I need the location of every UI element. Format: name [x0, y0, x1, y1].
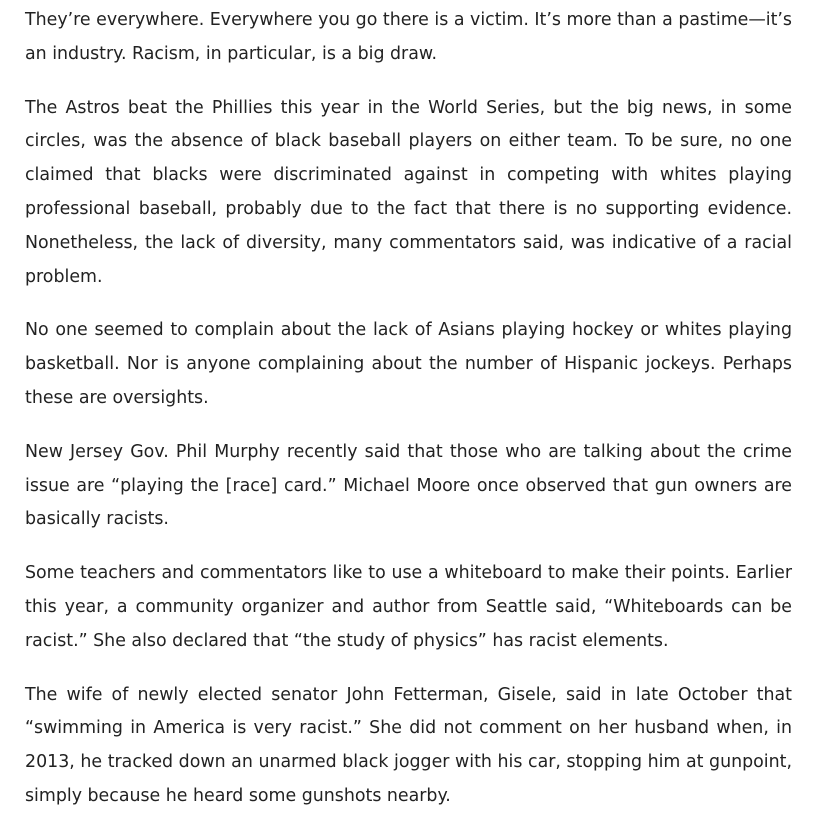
- paragraph-oversights: No one seemed to complain about the lack of Asians playing hockey or whites playing basketball. Nor is anyone complaining about the number of Hispanic jockeys. Perhaps these are oversights.: [25, 320, 792, 408]
- paragraph-murphy: New Jersey Gov. Phil Murphy recently said that those who are talking about the crime issue are “playing the [race] card.” Michael Moore once observed that gun owners are basically racists.: [25, 441, 792, 530]
- paragraph-whiteboards: Some teachers and commentators like to use a whiteboard to make their points. Earlier this year, a community organizer and author from Seattle said, “Whiteboards can be racist.” She also declared that “the study of physics” has racist elements.: [25, 563, 792, 651]
- paragraph-world-series: The Astros beat the Phillies this year in the World Series, but the big news, in some circles, was the absence of black baseball players on either team. To be sure, no one claimed that blacks were discriminated against in competing with whites playing professional baseball, probably due to the fact that there is no supporting evidence. Nonetheless, the lack of diversity, many commentators said, was indicative of a racial problem.: [25, 97, 792, 287]
- article-body: [25, 4, 792, 834]
- paragraph-fetterman: The wife of newly elected senator John Fetterman, Gisele, said in late October that “swimming in America is very racist.” She did not comment on her husband when, in 2013, he tracked down an unarmed black jogger with his car, stopping him at gunpoint, simply because he heard some gunshots nearby.: [25, 684, 792, 806]
- paragraph-intro: They’re everywhere. Everywhere you go there is a victim. It’s more than a pastime—it’s an industry. Racism, in particular, is a big draw.: [25, 10, 792, 64]
